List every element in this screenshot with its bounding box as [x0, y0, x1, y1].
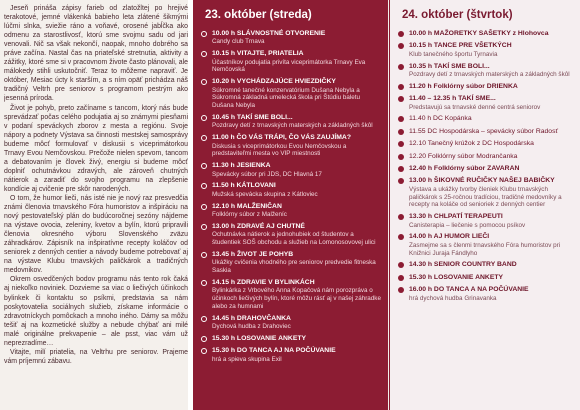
- program-item-title: 10.00 h MAŽORETKY SAŠETKY z Hlohovca: [409, 30, 549, 37]
- program-item: [201, 182, 382, 198]
- bullet-icon: [201, 224, 207, 230]
- program-item: [398, 95, 574, 111]
- program-item: [398, 140, 574, 148]
- program-item-title: 13.00 h ZDRAVÉ AJ CHUTNÉ: [212, 222, 305, 230]
- program-item-title: 11.40 – 12.35 h TAKÍ SME...: [409, 95, 496, 103]
- bullet-icon: [201, 280, 207, 286]
- bullet-icon: [201, 336, 207, 342]
- program-item-description: Ochutnávka nátierok a jednohubiek od študentov a študentiek SOŠ obchodu a služieb na Lomonosovovej ulici: [212, 231, 376, 247]
- program-item-description: Bylinkárka z Vrbového Anna Kopačová nám porozpráva o účinkoch liečivých bylín, ktoré môžu rásť aj v našej záhradke alebo za humnami: [212, 287, 381, 310]
- program-item: [398, 177, 574, 209]
- program-item-title: 12.10 h MALŽENIČAN: [212, 202, 282, 210]
- program-item-title: 11.50 h KÁTLOVANI: [212, 182, 276, 190]
- program-item-description: hrá dychová hudba Grinavanka: [409, 294, 497, 302]
- bullet-icon: [201, 163, 207, 169]
- bullet-icon: [398, 141, 404, 147]
- program-item-title: 16.00 h DO TANCA A NA POČÚVANIE: [409, 286, 529, 294]
- program-item-title: 13.00 h ŠIKOVNÉ RUČIČKY NAŠEJ BABIČKY: [409, 177, 555, 185]
- program-item: [398, 286, 574, 302]
- intro-paragraph: Okrem osvedčených bodov programu nás tento rok čaká aj niekoľko noviniek. Dozvieme sa viac o liečivých účinkoch bylinkek či kontaktu so psíkmi, predstavia sa nám poskytovatelia sociálnych služieb, získame informácie o zdravotníckych pomôckach a mnoho iného. Dámy sa môžu tešiť aj na kozmetické služby a nebude chýbať ani milé malé originálne prekvapenie – ale psst, viac vám už neprezradíme…: [4, 276, 188, 347]
- bullet-icon: [398, 178, 404, 184]
- day1-list: [201, 30, 382, 363]
- program-item-description: Pozdravy detí z trnavských materských a základných škôl: [409, 71, 570, 79]
- bullet-icon: [398, 116, 404, 122]
- program-item-title: 13.30 h CHLPATÍ TERAPEUTI: [409, 213, 503, 221]
- program-item-title: 14.45 h DRAHOVČANKA: [212, 314, 291, 322]
- program-item: [201, 30, 382, 46]
- program-item: [398, 128, 574, 136]
- program-item-description: Zasmejme sa s členmi trnavského Fóra humoristov pri Knižnici Juraja Fándlyho: [409, 241, 561, 257]
- program-item: [201, 114, 382, 130]
- program-item-title: 15.30 h LOSOVANIE ANKETY: [409, 273, 504, 281]
- bullet-icon: [201, 51, 207, 57]
- program-item: [398, 30, 574, 38]
- program-item-title: 15.30 h LOSOVANIE ANKETY: [212, 334, 307, 342]
- program-item-description: Výstava a ukážky tvorby členiek Klubu trnavských paličkárok s 25-ročnou tradíciou, tradičné medovníky a recepty na koláče od senioriek z denných centier: [409, 185, 562, 209]
- program-item: [201, 335, 382, 343]
- program-item-description: Spevácky súbor pri JDS, DC Hlavná 17: [212, 170, 322, 178]
- program-item: [201, 203, 382, 219]
- intro-paragraph: Vitajte, milí priatelia, na Veltrhu pre seniorov. Prajeme vám príjemnú zábavu.: [4, 348, 188, 365]
- program-item-title: 13.45 h ŽIVOT JE POHYB: [212, 250, 294, 258]
- bullet-icon: [201, 316, 207, 322]
- bullet-icon: [398, 166, 404, 172]
- day1-program: [193, 0, 388, 410]
- intro-text: [4, 4, 188, 406]
- program-item-title: 11.20 h Folklórny súbor DRIENKA: [409, 82, 518, 90]
- program-item: [201, 223, 382, 247]
- bullet-icon: [398, 64, 404, 70]
- bullet-icon: [201, 252, 207, 258]
- program-item-description: Klub tanečného športu Tyrnavia: [409, 50, 498, 58]
- day2-list: [398, 30, 574, 302]
- program-item: [201, 315, 382, 331]
- program-item-title: 10.20 h VYCHÁDZAJÚCE HVIEZDIČKY: [212, 78, 336, 86]
- program-item-description: Pozdravy detí z trnavských materských a základných škôl: [212, 122, 373, 130]
- program-item: [398, 233, 574, 257]
- program-item-title: 11.55 DC Hospodárska – spevácky súbor Radosť: [409, 127, 559, 135]
- program-item-title: 10.00 h SLÁVNOSTNÉ OTVORENIE: [212, 30, 326, 37]
- program-item: [201, 78, 382, 110]
- program-item: [398, 274, 574, 282]
- bullet-icon: [201, 204, 207, 210]
- program-item-title: 14.00 h AJ HUMOR LIEČI: [409, 233, 490, 241]
- bullet-icon: [201, 348, 207, 354]
- program-item: [398, 83, 574, 91]
- bullet-icon: [398, 287, 404, 293]
- intro-paragraph: Jeseň prináša zápisy farieb od zlatožltej po hrejivé terakotové, jemné vlákenká babieho leta zlátené šikmými lúčmi slnka, sviežie ráno a voňavé, orosené jabĺčka ako odmenu za starostlivosť, ktorú sme svojmu sadu od jari venovali. Nič sa však nekončí, naopak, mnoho dobrého sa práve začína. Nastal čas na priateľské stretnutia, aktivity a zážitky, ktoré sme si v pracovnom živote často plánovali, ale málokedy stihli uskutočniť. Teraz to môžeme napraviť. Je október, Mesiac úcty k starším, a s ním opäť prichádza náš tradičný Veltrh pre seniorov s programom pestrým ako jesenná príroda.: [4, 5, 188, 103]
- bullet-icon: [398, 129, 404, 135]
- bullet-icon: [398, 154, 404, 160]
- bullet-icon: [398, 275, 404, 281]
- bullet-icon: [398, 96, 404, 102]
- program-item-description: Predstavujú sa trnavské denné centrá seniorov: [409, 103, 541, 111]
- program-item-description: Mužská spevácka skupina z Kátloviec: [212, 190, 318, 198]
- program-item: [398, 165, 574, 173]
- bullet-icon: [398, 214, 404, 220]
- program-item-title: 10.45 h TAKÍ SME BOLI...: [212, 114, 293, 121]
- bullet-icon: [201, 79, 207, 85]
- bullet-icon: [201, 183, 207, 189]
- intro-paragraph: Život je pohyb, preto začíname s tancom, ktorý nás bude sprevádzať počas celého podujatia aj so známymi piesňami v podaní speváckych zborov z mesta a regiónu. Svoje nápory a podnety Výstava sa činnosti mestskej samosprávy budeme môcť formulovať v diskusii s viceprimátorkou Trnavy Evou Nemčovskou. Prečože nielen spevom, tancom a debatovaním je človek živý, energiu si budeme môcť doplniť ochutnávkou zdravých, ale zároveň chutných nátierok a zaradiť do svojho programu na zlepšenie kondície aj cvičenie pre skôr narodených.: [4, 104, 188, 193]
- program-item-title: 10.15 h VITAJTE, PRIATELIA: [212, 50, 304, 58]
- program-item: [201, 251, 382, 275]
- bullet-icon: [201, 31, 207, 37]
- program-item-title: 10.35 h TAKÍ SME BOLI...: [409, 62, 490, 70]
- program-item-description: Ukážky cvičenia vhodného pre seniorov predvedie fitneska Saskia: [212, 259, 376, 275]
- program-item: [201, 162, 382, 178]
- program-item-title: 14.30 h SENIOR COUNTRY BAND: [409, 261, 517, 269]
- program-item: [201, 279, 382, 311]
- program-item: [398, 213, 574, 229]
- program-item-description: Účastníkov podujatia privíta viceprimátorka Trnavy Eva Nemčovská: [212, 58, 366, 74]
- program-item: [398, 153, 574, 161]
- program-item-title: 15.30 h DO TANCA AJ NA POČÚVANIE: [212, 347, 336, 355]
- program-item-description: Dychová hudba z Drahoviec: [212, 323, 291, 331]
- program-item-title: 11.40 h DC Kopánka: [409, 115, 472, 123]
- program-item-title: 10.15 h TANCE PRE VŠETKÝCH: [409, 42, 512, 50]
- program-item: [398, 115, 574, 123]
- program-item: [398, 63, 574, 79]
- program-item: [398, 261, 574, 269]
- program-item-title: 11.00 h ČO VÁS TRÁPI, ČO VÁS ZAUJÍMA?: [212, 134, 351, 142]
- program-item-title: 12.40 h Folklórny súbor ZAVARAN: [409, 165, 520, 173]
- program-item-title: 11.30 h JESIENKA: [212, 162, 271, 170]
- program-item-title: 14.15 h ZDRAVIE V BYLINKÁCH: [212, 278, 315, 286]
- bullet-icon: [398, 43, 404, 49]
- program-item-title: 12.10 Tanečný krúžok z DC Hospodárska: [409, 140, 534, 148]
- bullet-icon: [398, 84, 404, 90]
- day1-title: 23. október (streda): [205, 9, 312, 21]
- program-item: [201, 347, 382, 363]
- bullet-icon: [398, 31, 404, 37]
- program-item-description: Candy club Trnava: [212, 38, 265, 46]
- program-item-description: hrá a spieva skupina Exil: [212, 355, 282, 363]
- program-item-description: Diskusia s viceprimátorkou Evou Nemčovskou a predstaviteľmi mesta vo VIP miestnosti: [212, 142, 347, 158]
- day2-title: 24. október (štvrtok): [402, 9, 513, 21]
- program-item-description: Súkromné tanečné konzervatórium Dušana Nebyla a Súkromná základná umelecká škola pri Štúdiu baletu Dušana Nebyla: [212, 86, 361, 110]
- bullet-icon: [201, 135, 207, 141]
- day2-program: [389, 0, 580, 410]
- bullet-icon: [398, 234, 404, 240]
- program-item: [201, 134, 382, 158]
- program-item: [398, 42, 574, 58]
- program-item: [201, 50, 382, 74]
- program-item-description: Canisterapia – liečenie s pomocou psíkov: [409, 221, 526, 229]
- program-item-title: 12.20 Folklórny súbor Modrančanka: [409, 152, 518, 160]
- intro-paragraph: O tom, že humor lieči, nás isté nie je nový raz presvedčia známi členovia trnavského Fóra humoristov a inšpiráciu na nový pestovateľský plán do budúcoročnej sezóny nájdeme na výstave ovocia, zeleniny, kvetov a bylín, ktorú pripravili členovia okresného výboru Slovenského zväzu záhradkárov. Zápisník na inšpiratívne recepty koláčov od seniorek z denných centier a návody budeme potrebovať aj na výstave Klubu trnavských paličkárok a tradičných medovnikov.: [4, 194, 188, 275]
- bullet-icon: [201, 115, 207, 121]
- program-item-description: Folklórny súbor z Malženíc: [212, 211, 287, 219]
- bullet-icon: [398, 262, 404, 268]
